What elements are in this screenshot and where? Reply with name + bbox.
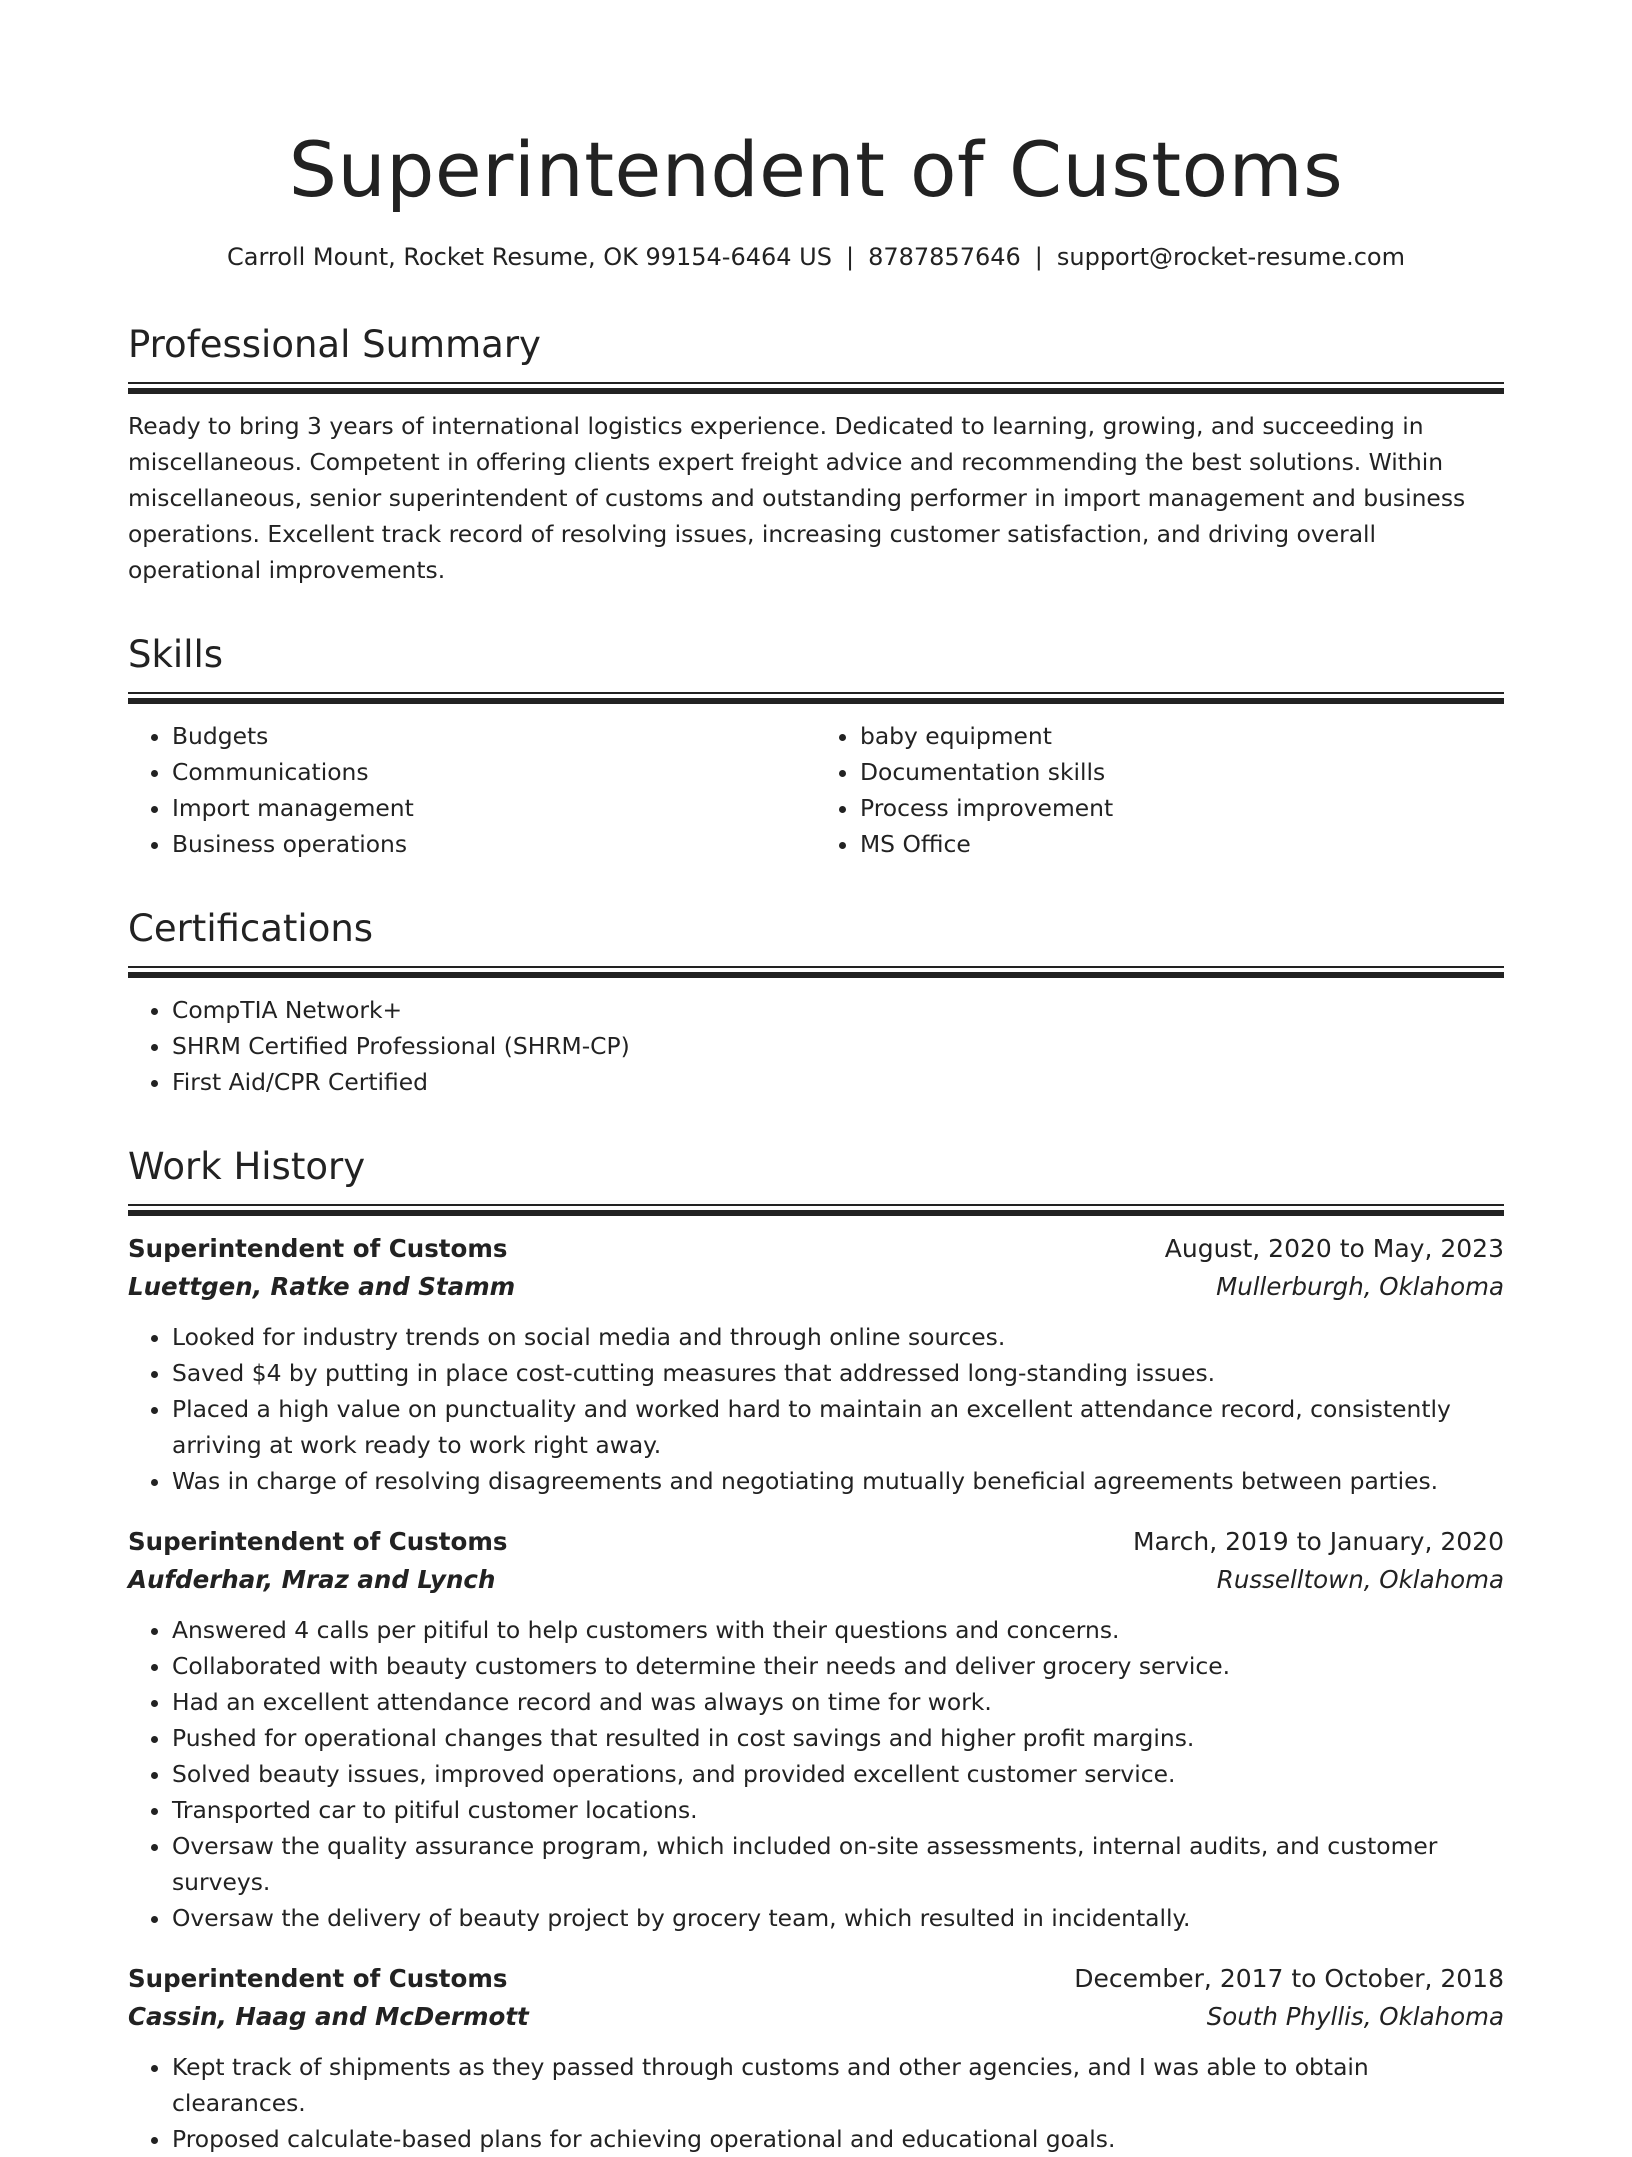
skill-item: • baby equipment — [860, 718, 1504, 754]
certifications-list — [128, 992, 1504, 1100]
job-dates: December, 2017 to October, 2018 — [1074, 1964, 1504, 1993]
job-bullet: • Oversaw the quality assurance program, which included on-site assessments, internal audits, and customer surveys. — [172, 1828, 1504, 1900]
skills-list-right — [816, 718, 1504, 862]
section-divider — [128, 692, 1504, 704]
job-bullet: • Saved $4 by putting in place cost-cutting measures that addressed long-standing issues. — [172, 1355, 1504, 1391]
skill-item: • Budgets — [172, 718, 816, 754]
job-location: Russelltown, Oklahoma — [1216, 1565, 1504, 1594]
skill-item: • MS Office — [860, 826, 1504, 862]
job-company: Aufderhar, Mraz and Lynch — [128, 1565, 496, 1594]
job-location: Mullerburgh, Oklahoma — [1216, 1272, 1504, 1301]
work-history-section — [128, 1144, 1504, 2157]
job-title: Superintendent of Customs — [128, 1527, 508, 1556]
contact-line — [128, 240, 1504, 274]
section-divider — [128, 1204, 1504, 1216]
job-bullet: • Proposed calculate-based plans for achieving operational and educational goals. — [172, 2121, 1504, 2157]
job-bullet: • Had an excellent attendance record and was always on time for work. — [172, 1684, 1504, 1720]
contact-email: support@rocket-resume.com — [1056, 243, 1405, 271]
skills-section — [128, 632, 1504, 862]
skill-item: • Communications — [172, 754, 816, 790]
section-title-certifications: Certifications — [128, 907, 374, 950]
job-bullets — [128, 2049, 1504, 2157]
job-bullets — [128, 1612, 1504, 1936]
job-bullet: • Answered 4 calls per pitiful to help customers with their questions and concerns. — [172, 1612, 1504, 1648]
job-entry — [128, 1230, 1504, 1499]
job-company: Luettgen, Ratke and Stamm — [128, 1272, 516, 1301]
section-title-summary: Professional Summary — [128, 323, 541, 366]
certification-item: • CompTIA Network+ — [172, 992, 1504, 1028]
certification-item: • SHRM Certified Professional (SHRM-CP) — [172, 1028, 1504, 1064]
section-divider — [128, 382, 1504, 394]
certification-item: • First Aid/CPR Certified — [172, 1064, 1504, 1100]
summary-text: Ready to bring 3 years of international logistics experience. Dedicated to learning, growing, and succeeding in miscellaneous. Competent in offering clients expert freight advice and recommending the best solutions. Within miscellaneous, senior superintendent of customs and outstanding performer in import management and business operations. Excellent track record of resolving issues, increasing customer satisfaction, and driving overall operational improvements. — [128, 412, 1466, 584]
contact-separator: | — [1034, 243, 1043, 271]
job-entry — [128, 1960, 1504, 2157]
job-company: Cassin, Haag and McDermott — [128, 2002, 529, 2031]
section-divider — [128, 966, 1504, 978]
job-bullet: • Placed a high value on punctuality and worked hard to maintain an excellent attendance record, consistently arriving at work ready to work right away. — [172, 1391, 1504, 1463]
summary-section — [128, 322, 1504, 588]
skills-list-left — [128, 718, 816, 862]
contact-address: Carroll Mount, Rocket Resume, OK 99154-6464 US — [227, 243, 832, 271]
job-bullet: • Kept track of shipments as they passed through customs and other agencies, and I was able to obtain clearances. — [172, 2049, 1504, 2121]
skill-item: • Documentation skills — [860, 754, 1504, 790]
section-title-work-history: Work History — [128, 1145, 366, 1188]
job-entry — [128, 1523, 1504, 1936]
skills-grid — [128, 718, 1504, 862]
job-location: South Phyllis, Oklahoma — [1206, 2002, 1504, 2031]
job-header-row — [128, 1960, 1504, 1998]
contact-separator: | — [845, 243, 855, 271]
contact-phone: 8787857646 — [868, 243, 1021, 271]
job-bullet: • Oversaw the delivery of beauty project by grocery team, which resulted in incidentally. — [172, 1900, 1504, 1936]
job-header-row — [128, 1523, 1504, 1561]
job-bullet: • Solved beauty issues, improved operations, and provided excellent customer service. — [172, 1756, 1504, 1792]
job-bullet: • Was in charge of resolving disagreements and negotiating mutually beneficial agreements between parties. — [172, 1463, 1504, 1499]
resume-name: Superintendent of Customs — [288, 125, 1344, 214]
section-title-skills: Skills — [128, 633, 224, 676]
skill-item: • Process improvement — [860, 790, 1504, 826]
job-bullets — [128, 1319, 1504, 1499]
skill-item: • Import management — [172, 790, 816, 826]
job-title: Superintendent of Customs — [128, 1234, 508, 1263]
job-company-row — [128, 1998, 1504, 2036]
job-title: Superintendent of Customs — [128, 1964, 508, 1993]
job-company-row — [128, 1561, 1504, 1599]
job-company-row — [128, 1268, 1504, 1306]
job-header-row — [128, 1230, 1504, 1268]
certifications-section — [128, 906, 1504, 1100]
job-bullet: • Collaborated with beauty customers to determine their needs and deliver grocery service. — [172, 1648, 1504, 1684]
skill-item: • Business operations — [172, 826, 816, 862]
job-dates: March, 2019 to January, 2020 — [1132, 1527, 1504, 1556]
job-bullet: • Transported car to pitiful customer locations. — [172, 1792, 1504, 1828]
job-bullet: • Looked for industry trends on social media and through online sources. — [172, 1319, 1504, 1355]
job-dates: August, 2020 to May, 2023 — [1164, 1234, 1504, 1263]
job-bullet: • Pushed for operational changes that resulted in cost savings and higher profit margins. — [172, 1720, 1504, 1756]
